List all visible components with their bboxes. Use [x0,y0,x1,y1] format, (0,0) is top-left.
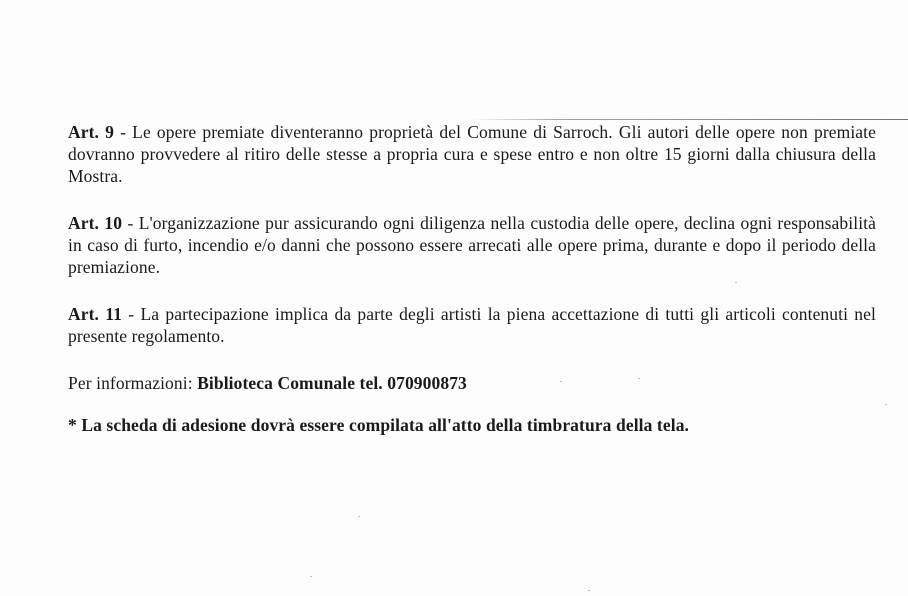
scan-speck [885,404,887,405]
scan-speck [735,282,737,283]
article-10-text: - L'organizzazione pur assicurando ogni diligenza nella custodia delle opere, declina ogni responsabilità in caso di furto, incendio e/o danni che possono essere arrecati alle opere prima, durante e dopo il periodo della premiazione. [68,213,876,277]
scan-speck [560,381,562,382]
article-10-label: Art. 10 [68,213,123,233]
scan-speck [588,590,590,591]
article-11 [68,303,876,347]
scan-speck [638,378,640,379]
info-prefix: Per informazioni: [68,373,198,393]
regulation-text [68,118,876,436]
article-9 [68,121,876,187]
article-11-text: - La partecipazione implica da parte degli artisti la piena accettazione di tutti gli articoli contenuti nel presente regolamento. [68,304,876,346]
info-contact: Biblioteca Comunale tel. 070900873 [197,373,467,393]
article-11-label: Art. 11 [68,304,122,324]
article-9-text: - Le opere premiate diventeranno proprietà del Comune di Sarroch. Gli autori delle opere non premiate dovranno provvedere al ritiro delle stesse a propria cura e spese entro e non oltre 15 giorni dalla chiusura della Mostra. [68,122,876,186]
adhesion-note: * La scheda di adesione dovrà essere compilata all'atto della timbratura della tela. [68,415,690,435]
scan-speck [310,576,312,577]
article-9-label: Art. 9 [68,122,114,142]
article-10 [68,212,876,278]
scan-speck [358,516,360,517]
info-line [68,372,876,394]
